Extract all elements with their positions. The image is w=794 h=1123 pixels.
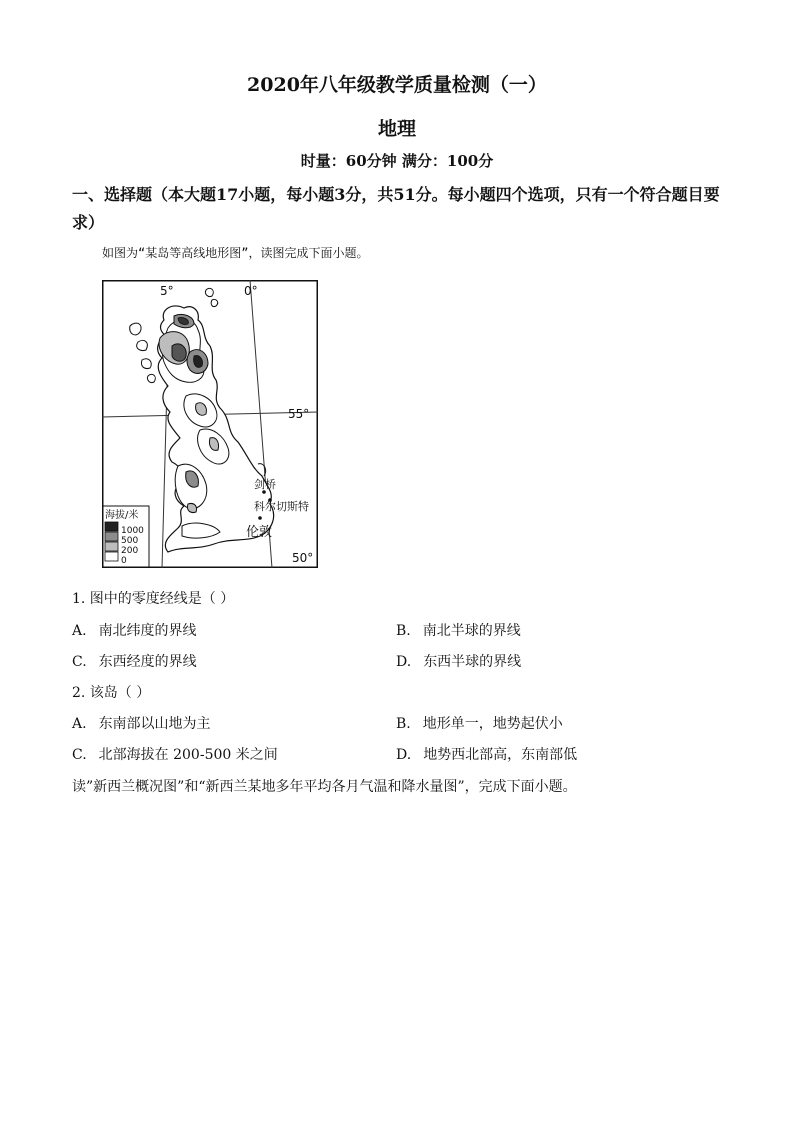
q1-option-c-text: 东西经度的界线: [98, 654, 197, 670]
q1-option-c: [72, 651, 197, 671]
time-score-info: 时量：60分钟 满分：100分: [300, 152, 494, 170]
q2-option-d: [396, 744, 577, 764]
lat-label-50: 50°: [292, 551, 314, 565]
lat-label-55: 55°: [288, 407, 310, 421]
legend-value-0: 0: [121, 556, 127, 566]
section-heading: 一、选择题（本大题17小题，每小题3分，共51分。每小题四个选项，只有一个符合题目要求）: [72, 185, 720, 232]
legend-swatch-0: [105, 552, 118, 561]
legend-value-500: 500: [121, 536, 139, 546]
page-title: 2020年八年级教学质量检测（一）: [247, 74, 547, 96]
q2-option-c: [72, 744, 278, 764]
legend-value-1000: 1000: [121, 526, 144, 536]
q2-option-b-text: 地形单一，地势起伏小: [422, 716, 563, 732]
subject-title: 地理: [377, 118, 416, 140]
lon-label-0: 0°: [244, 284, 258, 298]
map-legend: [103, 506, 149, 567]
q1-option-b-text: 南北半球的界线: [422, 623, 521, 639]
q2-option-b-letter: B.: [396, 716, 411, 732]
q1-option-a-letter: A.: [72, 623, 87, 639]
q1-option-a: [72, 620, 197, 640]
q2-option-c-letter: C.: [72, 747, 87, 763]
q1-option-c-letter: C.: [72, 654, 87, 670]
legend-value-200: 200: [121, 546, 139, 556]
legend-title: 海拔/米: [105, 510, 139, 521]
city-label-london: 伦敦: [246, 525, 273, 540]
legend-swatch-1000: [105, 522, 118, 531]
contour-map: [102, 280, 318, 568]
q2-option-d-text: 地势西北部高，东南部低: [423, 747, 578, 763]
intro-text-1: 如图为“某岛等高线地形图”，读图完成下面小题。: [102, 246, 369, 260]
q2-option-b: [396, 713, 563, 733]
q2-option-a: [72, 713, 211, 733]
london-dot: [258, 516, 262, 520]
question-2-stem: 2. 该岛（ ）: [72, 685, 151, 701]
q1-option-a-text: 南北纬度的界线: [98, 623, 197, 639]
city-label-colchester: 科尔切斯特: [254, 500, 309, 513]
intro-text-2: 读”新西兰概况图”和“新西兰某地多年平均各月气温和降水量图”，完成下面小题。: [72, 779, 577, 795]
legend-swatch-200: [105, 542, 118, 551]
q1-option-b-letter: B.: [396, 623, 411, 639]
q1-option-d: [396, 651, 521, 671]
legend-swatch-500: [105, 532, 118, 541]
contour-map-svg: [102, 280, 318, 568]
city-label-cambridge: 剑桥: [254, 478, 276, 491]
q2-option-a-letter: A.: [72, 716, 87, 732]
q1-option-d-letter: D.: [396, 654, 412, 670]
q1-option-d-text: 东西半球的界线: [423, 654, 522, 670]
lon-label-5: 5°: [160, 284, 174, 298]
q2-option-d-letter: D.: [396, 747, 412, 763]
q2-option-a-text: 东南部以山地为主: [98, 716, 211, 732]
q2-option-c-text: 北部海拔在 200-500 米之间: [98, 747, 278, 763]
question-1-stem: 1. 图中的零度经线是（ ）: [72, 591, 235, 607]
q1-option-b: [396, 620, 521, 640]
